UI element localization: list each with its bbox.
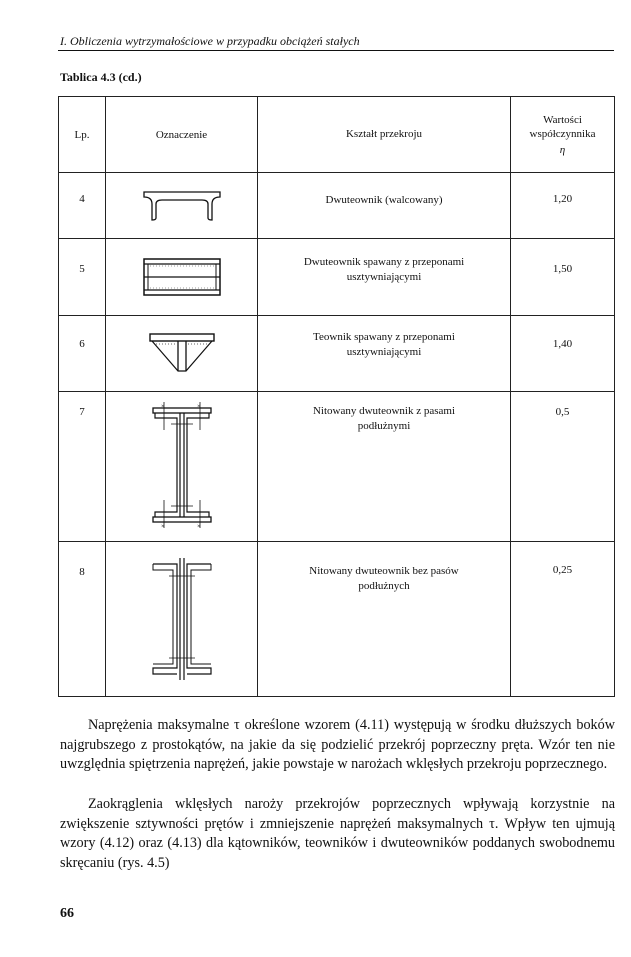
running-header: I. Obliczenia wytrzymałościowe w przypadku obciążeń stałych	[60, 34, 360, 48]
col-header-coefficient	[511, 97, 615, 173]
body-paragraph-1: Naprężenia maksymalne τ określone wzorem (4.11) występują w środku dłuższych boków najgrubszego z prostokątów, na jakie da się podzielić przekrój poprzeczny pręta. Wzór ten nie uwzględnia spiętrzenia naprężeń, jakie powstaje w narożach wklęsłych przekroju poprzecznego.	[60, 717, 615, 773]
row-shape: Nitowany dwuteownik bez pasów podłużnych	[258, 542, 511, 697]
body-paragraph-2: Zaokrąglenia wklęsłych naroży przekrojów poprzecznych wpływają korzystnie na zwiększenie sztywności prętów i zmniejszenie naprężeń maksymalnych τ. Wpływ ten ujmują wzory (4.12) oraz (4.13) dla kątowników, teowników i dwuteowników poddanych swobodnemu skręcaniu (rys. 4.5)	[60, 796, 615, 871]
table-caption: Tablica 4.3 (cd.)	[60, 70, 142, 84]
row-lp: 7	[59, 392, 106, 542]
table-row	[59, 392, 615, 542]
coefficient-table	[58, 96, 615, 697]
table-row	[59, 173, 615, 239]
svg-text:×: ×	[196, 524, 200, 530]
row-coefficient: 1,20	[511, 173, 615, 239]
riveted-i-beam-with-plates-icon	[106, 392, 258, 542]
row-coefficient: 0,25	[511, 542, 615, 697]
svg-text:×: ×	[160, 524, 164, 530]
row-lp: 5	[59, 239, 106, 316]
coef-header-line2: współczynnika	[529, 127, 596, 140]
row-lp: 8	[59, 542, 106, 697]
svg-text:×: ×	[160, 404, 164, 410]
row-shape: Dwuteownik spawany z przeponami usztywniającymi	[258, 239, 511, 316]
header-rule	[58, 50, 614, 51]
table-row	[59, 239, 615, 316]
page-number: 66	[60, 906, 74, 921]
row-shape: Teownik spawany z przeponami usztywniającymi	[258, 316, 511, 392]
col-header-lp: Lp.	[59, 97, 106, 173]
row-coefficient: 1,50	[511, 239, 615, 316]
col-header-shape: Kształt przekroju	[258, 97, 511, 173]
table-row	[59, 316, 615, 392]
coef-header-line1: Wartości	[543, 113, 582, 126]
row-lp: 6	[59, 316, 106, 392]
riveted-i-beam-without-plates-icon	[106, 542, 258, 697]
table-header-row	[59, 97, 615, 173]
svg-text:×: ×	[196, 404, 200, 410]
row-coefficient: 0,5	[511, 392, 615, 542]
welded-i-beam-with-diaphragms-icon	[106, 239, 258, 316]
row-coefficient: 1,40	[511, 316, 615, 392]
row-shape: Nitowany dwuteownik z pasami podłużnymi	[258, 392, 511, 542]
rolled-i-beam-icon	[106, 173, 258, 239]
coef-header-symbol: η	[559, 143, 566, 156]
row-shape: Dwuteownik (walcowany)	[258, 173, 511, 239]
col-header-symbol: Oznaczenie	[106, 97, 258, 173]
welded-tee-with-diaphragms-icon	[106, 316, 258, 392]
table-row	[59, 542, 615, 697]
row-lp: 4	[59, 173, 106, 239]
